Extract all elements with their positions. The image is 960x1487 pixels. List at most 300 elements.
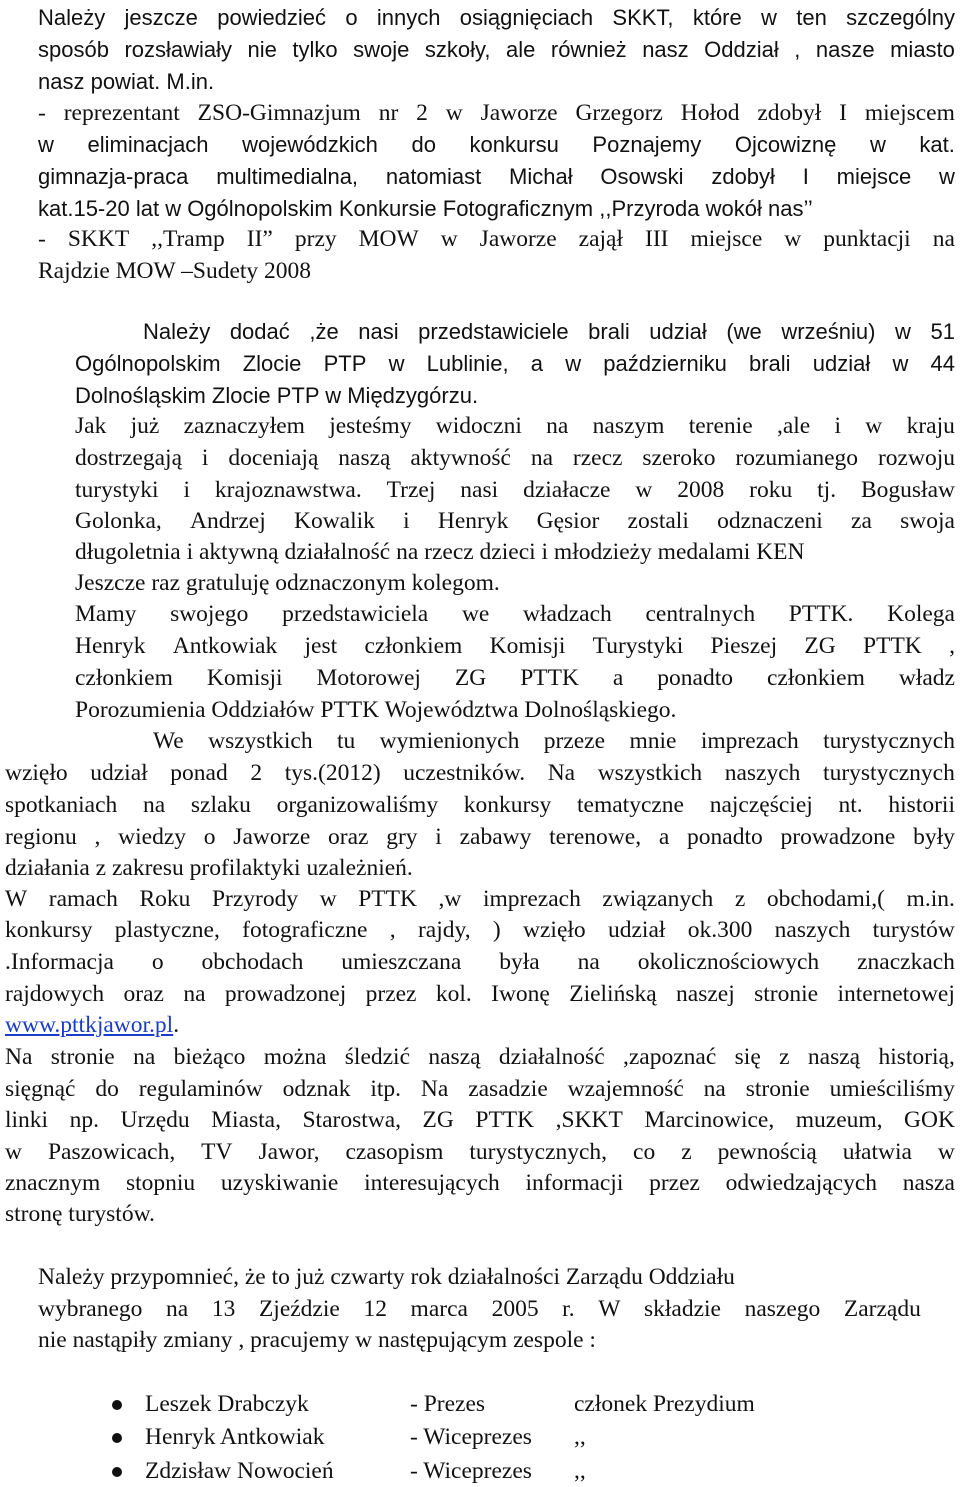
word: ale (506, 37, 536, 62)
word: znacznym (5, 1170, 101, 1196)
word: na (133, 1044, 156, 1070)
word: SKKT (67, 226, 130, 252)
word: Paszowicach, (47, 1139, 176, 1165)
word: wzajemność (567, 1076, 684, 1102)
word: i (183, 477, 190, 503)
word: Przyrody (211, 886, 299, 912)
text-line: Dolnośląskim Zlocie PTP w Międzygórzu. (75, 383, 479, 408)
word: historią, (878, 1044, 955, 1070)
word: ZG (422, 1107, 454, 1133)
word: wymienionych (379, 728, 520, 754)
word: z (734, 886, 746, 912)
word: udział (649, 319, 707, 344)
word: II” (246, 226, 273, 252)
word: plastyczne, (114, 917, 220, 943)
word: centralnych (645, 601, 756, 627)
word: składzie (643, 1296, 721, 1322)
word: konkursy (463, 792, 552, 818)
text-line: działania z zakresu profilaktyki uzależnień. (5, 855, 413, 881)
text-line (38, 223, 955, 255)
word: obchodami,( (766, 886, 885, 912)
word: o (203, 824, 216, 850)
word: nasi (460, 477, 499, 503)
word: swojego (170, 601, 249, 627)
word: organizowaliśmy (276, 792, 439, 818)
word: PTTK. (788, 601, 854, 627)
text-line: długoletnia i aktywną działalność na rzecz dzieci i młodzieży medalami KEN (75, 539, 805, 565)
word: Michał (509, 164, 573, 189)
word: zabawy (459, 824, 532, 850)
word: rajdy, (417, 917, 471, 943)
word: regulaminów (138, 1076, 263, 1102)
word: rozwoju (877, 445, 955, 471)
word: terenowe, (549, 824, 642, 850)
word: multimedialna, (216, 164, 359, 189)
word: imprezach (700, 728, 799, 754)
word: już (130, 413, 160, 439)
text-line (75, 662, 955, 694)
word: przeze (543, 728, 606, 754)
word: szeroko (642, 445, 716, 471)
word: członkiem (75, 665, 173, 691)
word: naszym (592, 413, 665, 439)
word: udział (90, 760, 148, 786)
word: ,,Tramp (151, 226, 225, 252)
word: obchodach (201, 949, 304, 975)
word: przedstawiciela (282, 601, 429, 627)
word: 44 (930, 351, 955, 376)
word: a (612, 665, 624, 691)
word: ułatwia (842, 1139, 912, 1165)
word: Komisji (489, 633, 566, 659)
word: tys.(2012) (284, 760, 381, 786)
text-line: Należy przypomnieć, że to już czwarty rok działalności Zarządu Oddziału (38, 1264, 735, 1290)
word: np. (69, 1107, 99, 1133)
word: interesujących (364, 1170, 500, 1196)
word: turystyki (75, 477, 159, 503)
word: Gęsior (536, 508, 600, 534)
word: , (94, 824, 101, 850)
member-extra: członek Prezydium (574, 1391, 755, 1417)
text-line (5, 821, 955, 853)
word: na (932, 226, 955, 252)
word: III (645, 226, 669, 252)
word: w (895, 319, 911, 344)
word: widoczni (435, 413, 522, 439)
text-line: nie nastąpiły zmiany , pracujemy w następującym zespole : (38, 1327, 596, 1353)
word: Ogólnopolskim (75, 351, 221, 376)
word: Trzej (386, 477, 436, 503)
word: okolicznościowych (637, 949, 820, 975)
text-line (75, 598, 955, 630)
word: w (635, 477, 653, 503)
word: w (565, 351, 582, 376)
word: Zlocie (242, 351, 302, 376)
word: miasto (890, 37, 955, 62)
word: a (658, 824, 670, 850)
text-line (75, 348, 955, 380)
word: odznaczeni (717, 508, 823, 534)
word: z (681, 1139, 692, 1165)
word: regionu (5, 824, 77, 850)
word: naszej (676, 981, 735, 1007)
website-link[interactable]: www.pttkjawor.pl (5, 1012, 174, 1038)
word: , (949, 633, 955, 659)
word: powiedzieć (217, 5, 327, 30)
word: rozsławiały (124, 37, 233, 62)
word: 2008 (677, 477, 725, 503)
word: sposób (38, 37, 109, 62)
word: nr (378, 100, 399, 126)
word: i (403, 508, 410, 534)
word: ) (492, 917, 501, 943)
member-role: - Wiceprezes (410, 1424, 532, 1450)
text-line: stronę turystów. (5, 1201, 155, 1227)
text-line (38, 2, 955, 34)
word: Na (547, 760, 576, 786)
word: tj. (817, 477, 837, 503)
word: Jak (75, 413, 107, 439)
word: do (411, 132, 436, 157)
word: imprezach (482, 886, 581, 912)
word: Hołod (680, 100, 740, 126)
word: mnie (629, 728, 677, 754)
word: w (445, 100, 463, 126)
text-line (5, 883, 955, 915)
word: członkiem (364, 633, 463, 659)
word: Turystyki (592, 633, 684, 659)
word: Na (5, 1044, 33, 1070)
word: eliminacjach (87, 132, 209, 157)
word: swoja (900, 508, 955, 534)
word: znaczkach (857, 949, 955, 975)
word: Zjeździe (258, 1296, 340, 1322)
word: w (937, 1139, 955, 1165)
word: władz (898, 665, 955, 691)
word: co (633, 1139, 656, 1165)
word: dostrzegają (75, 445, 183, 471)
word: szlaku (190, 792, 251, 818)
word: uzyskiwanie (220, 1170, 339, 1196)
word: MOW (358, 226, 419, 252)
word: na (703, 1076, 726, 1102)
word: punktacji (823, 226, 911, 252)
text-line (75, 474, 955, 506)
text-line (75, 630, 955, 662)
word: TV (201, 1139, 233, 1165)
word: na (577, 949, 600, 975)
word: na (166, 1296, 189, 1322)
word: Poznajemy (592, 132, 702, 157)
word: PTTK (358, 886, 417, 912)
word: w (38, 132, 54, 157)
word: z (779, 1044, 790, 1070)
word: Zielińską (569, 981, 657, 1007)
word: były (913, 824, 955, 850)
word: wszystkich (597, 760, 703, 786)
word: internetowej (837, 981, 955, 1007)
word: była (499, 949, 540, 975)
word: ,SKKT (555, 1107, 623, 1133)
word: ponadto (657, 665, 734, 691)
word: jesteśmy (329, 413, 412, 439)
text-line (5, 1104, 955, 1136)
word: Na (420, 1076, 449, 1102)
word: W (598, 1296, 621, 1322)
text-line: Rajdzie MOW –Sudety 2008 (38, 258, 312, 284)
word: Oddział (704, 37, 779, 62)
word: Lublinie, (426, 351, 509, 376)
word: .Informacja (5, 949, 114, 975)
word: przedstawiciele (418, 319, 569, 344)
word: itp. (370, 1076, 402, 1102)
word: umieszczana (341, 949, 462, 975)
word: naszych (724, 760, 801, 786)
word: we (461, 601, 490, 627)
word: wzięło (523, 917, 586, 943)
word: ok.300 (687, 917, 753, 943)
word: spotkaniach (5, 792, 118, 818)
word: ponadto (687, 824, 763, 850)
word: m.in. (906, 886, 955, 912)
word: w (784, 226, 802, 252)
word: Jaworze (233, 824, 311, 850)
word: również (550, 37, 627, 62)
word: do (95, 1076, 119, 1102)
text-line (5, 978, 955, 1010)
word: konkursy (5, 917, 93, 943)
word: 51 (930, 319, 955, 344)
word: konkursu (469, 132, 559, 157)
word: Należy (143, 319, 211, 344)
word: zdobył (711, 164, 775, 189)
word: oraz (328, 824, 369, 850)
word: na (530, 445, 553, 471)
word: Jawor, (258, 1139, 320, 1165)
word: ,w (438, 886, 462, 912)
word: muzeum, (795, 1107, 883, 1133)
word: na (183, 981, 206, 1007)
word: szkoły, (424, 37, 491, 62)
bullet-icon (112, 1433, 122, 1443)
word: ramach (48, 886, 118, 912)
word: w (939, 164, 955, 189)
word: doceniają (228, 445, 319, 471)
word: zajął (578, 226, 624, 252)
text-line (5, 757, 955, 789)
text-line: nasz powiat. M.in. (38, 69, 215, 94)
word: Henryk (437, 508, 509, 534)
member-name: Henryk Antkowiak (145, 1424, 325, 1450)
member-extra: ,, (574, 1458, 586, 1484)
word: za (851, 508, 872, 534)
word: ponad (170, 760, 228, 786)
word: 2 (416, 100, 428, 126)
word: jest (304, 633, 338, 659)
word: turystycznych (823, 760, 955, 786)
word: tylko (292, 37, 338, 62)
word: ZG (804, 633, 836, 659)
word: nie (247, 37, 277, 62)
word: odznak (282, 1076, 351, 1102)
word: 13 (211, 1296, 236, 1322)
word: naszych (774, 917, 851, 943)
word: linki (5, 1107, 49, 1133)
website-link-line (5, 1009, 179, 1041)
bullet-icon (112, 1467, 122, 1477)
text-line (38, 97, 955, 129)
word: brali (749, 351, 791, 376)
member-role: - Prezes (410, 1391, 486, 1417)
word: oraz (123, 981, 164, 1007)
word: władzach (523, 601, 612, 627)
word: stronie (745, 1076, 810, 1102)
word: Grzegorz (575, 100, 663, 126)
word: PTTK (475, 1107, 535, 1133)
word: aktywność (410, 445, 511, 471)
word: śledzić (344, 1044, 411, 1070)
word: nasza (902, 1170, 955, 1196)
word: natomiast (385, 164, 482, 189)
word: naszą (428, 1044, 481, 1070)
word: stopniu (125, 1170, 196, 1196)
word: wiedzy (118, 824, 187, 850)
word: turystów (872, 917, 955, 943)
member-name: Leszek Drabczyk (145, 1391, 309, 1417)
member-name: Zdzisław Nowocień (145, 1458, 334, 1484)
text-line (143, 316, 955, 348)
word: , (794, 37, 801, 62)
text-line: Porozumienia Oddziałów PTTK Województwa Dolnośląskiego. (75, 697, 677, 723)
word: Pieszej (710, 633, 778, 659)
word: innych (376, 5, 441, 30)
text-line: kat.15-20 lat w Ogólnopolskim Konkursie Fotograficznym ,,Przyroda wokół nas’’ (38, 196, 813, 221)
word: PTTK (520, 665, 579, 691)
text-line (5, 1167, 955, 1199)
word: PTP (323, 351, 367, 376)
word: Marcinowice, (644, 1107, 775, 1133)
word: szczególny (846, 5, 955, 30)
word: PTTK (863, 633, 922, 659)
word: miejsce (836, 164, 912, 189)
word: Jaworze (479, 226, 557, 252)
member-extra: ,, (574, 1424, 586, 1450)
word: tematyczne (577, 792, 684, 818)
word: związanych (602, 886, 714, 912)
word: naszego (744, 1296, 821, 1322)
text-line (5, 914, 955, 946)
word: naszą (338, 445, 391, 471)
word: W (5, 886, 28, 912)
text-line (5, 1073, 955, 1105)
word: Motorowej (316, 665, 421, 691)
word: informacji (525, 1170, 624, 1196)
word: 2 (250, 760, 263, 786)
word: o (151, 949, 164, 975)
word: miejsce (690, 226, 763, 252)
word: historii (888, 792, 955, 818)
word: prowadzone (780, 824, 896, 850)
word: nt. (838, 792, 863, 818)
word: marca (410, 1296, 468, 1322)
word: , (389, 917, 396, 943)
bullet-icon (112, 1400, 122, 1410)
word: Kowalik (293, 508, 375, 534)
word: ten (796, 5, 827, 30)
word: wybranego (38, 1296, 143, 1322)
word: październiku (603, 351, 727, 376)
word: stronie (754, 981, 819, 1007)
word: (we (726, 319, 762, 344)
word: r. (562, 1296, 575, 1322)
word: kat. (919, 132, 955, 157)
word: zostali (627, 508, 689, 534)
text-line (5, 1041, 955, 1073)
word: nasi (358, 319, 399, 344)
word: nasz (642, 37, 689, 62)
text-line (5, 789, 955, 821)
word: nasze (815, 37, 875, 62)
word: rajdowych (5, 981, 105, 1007)
word: - (38, 226, 46, 252)
word: udział (812, 351, 871, 376)
word: kol. (435, 981, 472, 1007)
word: Kolega (887, 601, 955, 627)
word: bieżąco (173, 1044, 246, 1070)
word: zaznaczyłem (183, 413, 305, 439)
text-line (5, 946, 955, 978)
word: przy (294, 226, 337, 252)
word: i (834, 413, 842, 439)
word: krajoznawstwa. (214, 477, 362, 503)
word: Bogusław (860, 477, 955, 503)
word: członkiem (766, 665, 865, 691)
word: w (865, 413, 883, 439)
word: na (142, 792, 166, 818)
word: w (892, 351, 909, 376)
text-line (75, 442, 955, 474)
word: I (802, 164, 809, 189)
word: prowadzonej (224, 981, 347, 1007)
text-line (38, 129, 955, 161)
word: Osowski (600, 164, 684, 189)
word: Miasta, (211, 1107, 281, 1133)
word: działacze (523, 477, 611, 503)
text-line: Jeszcze raz gratuluję odznaczonym kolegom. (75, 570, 500, 596)
word: się (734, 1044, 761, 1070)
text-line (38, 161, 955, 193)
word: Henryk (75, 633, 146, 659)
word: najczęściej (709, 792, 813, 818)
member-role: - Wiceprezes (410, 1458, 532, 1484)
word: Antkowiak (172, 633, 278, 659)
word: wszystkich (208, 728, 313, 754)
word: w (440, 226, 458, 252)
word: przez (365, 981, 417, 1007)
text-line (75, 505, 955, 537)
word: SKKT, (612, 5, 674, 30)
word: wojewódzkich (242, 132, 378, 157)
word: w (761, 5, 777, 30)
link-suffix: . (173, 1012, 180, 1038)
word: GOK (904, 1107, 955, 1133)
word: udział (607, 917, 666, 943)
text-line (153, 725, 955, 757)
word: Andrzej (190, 508, 266, 534)
word: uczestników. (403, 760, 526, 786)
text-line (38, 1293, 921, 1325)
word: ZSO-Gimnazjum (197, 100, 361, 126)
